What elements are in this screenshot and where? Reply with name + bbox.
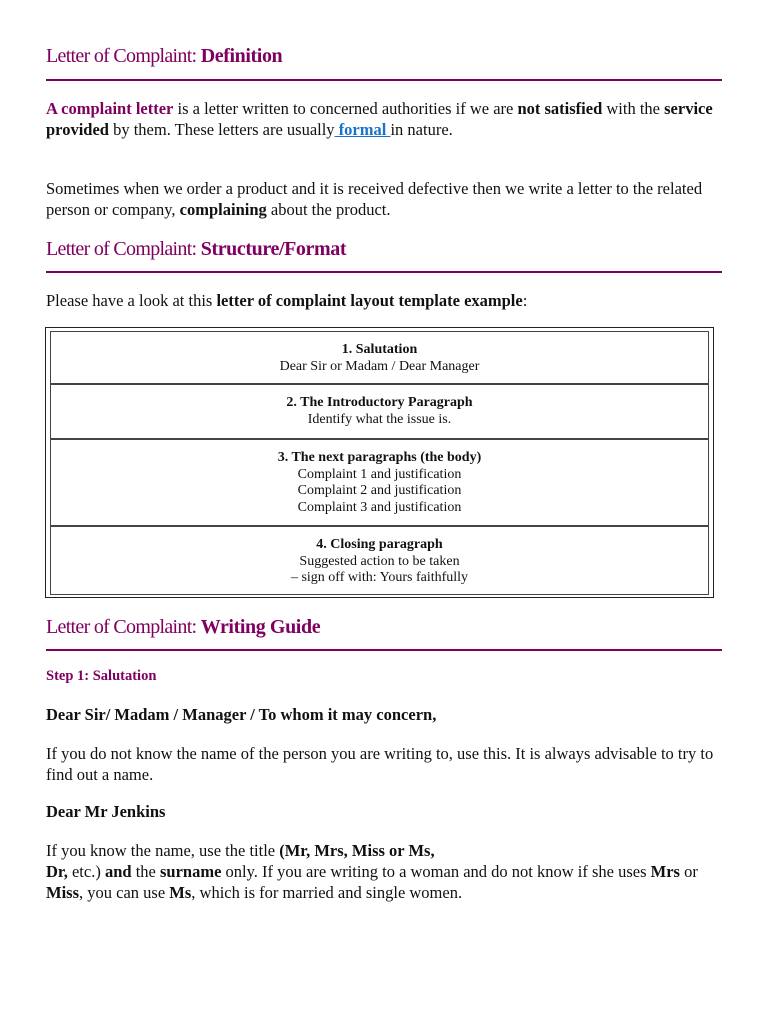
cell-line: Dear Sir or Madam / Dear Manager <box>279 358 480 374</box>
bold-text: surname <box>160 862 222 881</box>
cell-title: 1. Salutation <box>341 342 418 357</box>
heading-title: Writing Guide <box>200 616 321 638</box>
text: : <box>522 291 528 310</box>
text: the <box>131 862 160 881</box>
bold-text: Ms <box>169 883 192 902</box>
structure-intro <box>46 290 726 311</box>
cell-line: Complaint 2 and justification <box>297 483 462 499</box>
text: only. If you are writing to a woman and do not know if she uses <box>221 862 651 881</box>
bold-text: complaining <box>179 200 267 219</box>
heading-title: Definition <box>200 45 283 67</box>
cell-line: Identify what the issue is. <box>307 411 452 427</box>
cell-title: 2. The Introductory Paragraph <box>286 395 473 410</box>
bold-text: not satisfied <box>517 99 603 118</box>
text: Please have a look at this <box>46 291 217 310</box>
text: , you can use <box>79 883 170 902</box>
bold-text: letter of complaint layout template example <box>216 291 523 310</box>
guide-paragraph-1: If you do not know the name of the person you are writing to, use this. It is always advisable to try to find out a name. <box>46 744 714 784</box>
divider <box>46 271 722 273</box>
template-table <box>45 327 714 598</box>
template-cell-body <box>50 439 709 526</box>
divider <box>46 79 722 81</box>
bold-text: and <box>104 862 132 881</box>
text: in nature. <box>390 120 453 139</box>
formal-link[interactable]: formal <box>334 120 391 139</box>
bold-text: service provided <box>46 99 713 139</box>
heading-writing-guide <box>46 615 722 639</box>
definition-paragraph-1 <box>46 98 726 140</box>
bold-text: (Mr, Mrs, Miss or Ms, <box>279 841 435 860</box>
divider <box>46 649 722 651</box>
text: by them. These letters are usually <box>108 120 335 139</box>
salutation-example-1: Dear Sir/ Madam / Manager / To whom it may concern, <box>46 705 437 724</box>
heading-prefix: Letter of Complaint: <box>46 45 201 67</box>
heading-title: Structure/Format <box>200 238 347 260</box>
step-1-title: Step 1: Salutation <box>46 668 157 684</box>
heading-structure <box>46 237 722 261</box>
cell-title: 4. Closing paragraph <box>316 537 443 552</box>
guide-paragraph-2 <box>46 840 726 903</box>
bold-text: Miss <box>46 883 79 902</box>
template-cell-salutation <box>50 331 709 384</box>
template-cell-introductory <box>50 384 709 439</box>
text: about the product. <box>266 200 391 219</box>
text: etc.) <box>67 862 105 881</box>
cell-line: – sign off with: Yours faithfully <box>290 570 469 586</box>
cell-line: Complaint 3 and justification <box>297 499 462 515</box>
text: , which is for married and single women. <box>191 883 463 902</box>
text: or <box>679 862 698 881</box>
text: Sometimes when we order a product and it is received defective then we write a letter to the related person or company, <box>46 179 703 219</box>
heading-prefix: Letter of Complaint: <box>46 616 201 638</box>
text: is a letter written to concerned authorities if we are <box>173 99 518 118</box>
template-cell-closing <box>50 526 709 595</box>
bold-text: Dr, <box>46 862 68 881</box>
definition-paragraph-2 <box>46 178 726 220</box>
cell-title: 3. The next paragraphs (the body) <box>277 450 482 465</box>
cell-line: Complaint 1 and justification <box>297 466 462 482</box>
heading-prefix: Letter of Complaint: <box>46 238 201 260</box>
salutation-example-2: Dear Mr Jenkins <box>46 802 166 821</box>
text: If you know the name, use the title <box>46 841 280 860</box>
bold-text: Mrs <box>650 862 680 881</box>
text: with the <box>602 99 665 118</box>
heading-definition <box>46 44 722 68</box>
term-complaint-letter: A complaint letter <box>46 99 174 118</box>
cell-line: Suggested action to be taken <box>299 553 460 569</box>
